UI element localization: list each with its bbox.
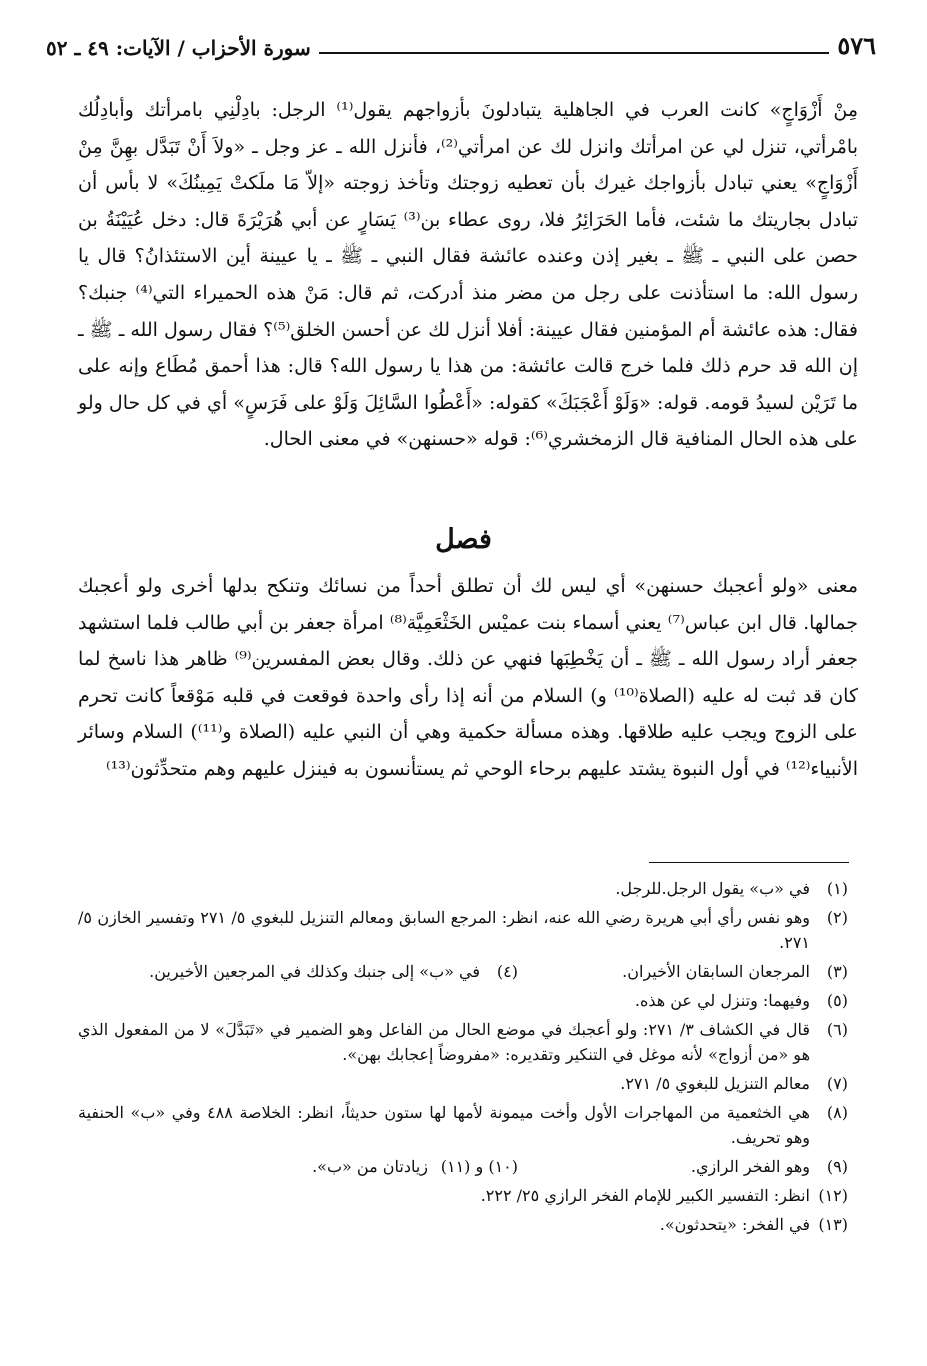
footnote [518,1154,848,1179]
footnote-number: (٦) [826,1020,848,1039]
body-paragraph: مِنْ أَزْوَاجٍ» كانت العرب في الجاهلية يتبادلونَ بأزواجهم يقول⁽¹⁾ الرجل: بادِلْنِي بامرأتك وأبادِلُك بامْرأتي، تنزل لي عن امرأتك وانزل لك عن امرأتي⁽²⁾، فأنزل الله ـ عز وجل ـ «ولاَ أَنْ تَبَدَّل بهِنَّ مِنْ أَزْوَاجٍ» يعني تبادل بأزواجك غيرك بأن تعطيه زوجتك وتأخذ زوجته «إلاّ مَا ملَكتْ يَمِينُكَ» لا بأس أن تبادل بجاريتك ما شئت، فأما الحَرَائِرُ فلا، روى عطاء بن⁽³⁾ يَسَارٍ عن أبي هُرَيْرَةَ قال: دخل عُيَيْنَةُ بن حصن على النبي ـ ﷺ ـ بغير إذن وعنده عائشة فقال النبي ـ ﷺ ـ يا عيينة أين الاستئذانُ؟ قال يا رسول الله: ما استأذنت على رجل من مضر منذ أدركت، ثم قال: مَنْ هذه الحميراء التي⁽⁴⁾ جنبك؟ فقال: هذه عائشة أم المؤمنين فقال عيينة: أفلا أنزل لك عن أحسن الخلق⁽⁵⁾؟ فقال رسول الله ـ ﷺ ـ إن الله قد حرم ذلك فلما خرج قالت عائشة: من هذا يا رسول الله؟ قال: هذا أحمق مُطَاع وإنه على ما تَرَيْن لسيدُ قومه. قوله: «وَلَوْ أَعْجَبَكَ» كقوله: «أَعْطُوا السَّائِلَ وَلَوْ على فَرَسٍ» أي في كل حال ولو على هذه الحال المنافية قال الزمخشري⁽⁶⁾: قوله «حسنهن» في معنى الحال. [78,99,859,451]
page-number: ٥٧٦ [837,31,876,60]
footnote-pair [78,1154,848,1179]
footnote-number: (١٣) [818,1215,848,1234]
footnote [78,1071,848,1096]
footnote [78,1183,848,1208]
footnote-text: زيادتان من «ب». [312,1157,428,1176]
footnote-text: في الفخر: «يتحدثون». [659,1215,810,1234]
footnote [78,905,848,955]
footnote [78,988,848,1013]
footnote-text: وهو نفس رأي أبي هريرة رضي الله عنه، انظر: المرجع السابق ومعالم التنزيل للبغوي ٥/ ٢٧١ وتفسير الخازن ٥/ ٢٧١. [78,908,811,952]
footnote-number: (٤) [496,962,518,981]
footnote [518,959,848,984]
footnote-text: قال في الكشاف ٣/ ٢٧١: ولو أعجبك في موضع الحال من الفاعل وهو الضمير في «تَبَدَّلَ» لا من المفعول الذي هو «من أزواج» لأنه موغل في التنكير وتقديره: «مفروضاً إعجابك بهن». [78,1020,811,1064]
footnote [312,1154,518,1179]
footnote [78,1212,848,1237]
footnote-number: (٨) [826,1103,848,1122]
footnote-number: (٣) [826,962,848,981]
main-text-block [78,92,858,458]
footnote-number: (٩) [826,1157,848,1176]
footnote-text: في «ب» إلى جنبك وكذلك في المرجعين الأخيرين. [149,962,480,981]
page-header [46,30,876,60]
footnote-text: هي الخثعمية من المهاجرات الأول وأخت ميمونة لأمها لها ستون حديثاً، انظر: الخلاصة ٤٨٨ وفي «ب» الحنفية وهو تحريف. [78,1103,810,1147]
footnote [149,959,518,984]
footnote-number: (١٠) و (١١) [440,1157,518,1176]
footnote-text: انظر: التفسير الكبير للإمام الفخر الرازي ٢٥/ ٢٢٢. [480,1186,810,1205]
footnotes [78,876,848,1241]
footnote-text: وفيهما: وتنزل لي عن هذه. [634,991,810,1010]
footnote [78,1017,848,1067]
footnote-text: وهو الفخر الرازي. [690,1157,810,1176]
footnote-text: معالم التنزيل للبغوي ٥/ ٢٧١. [620,1074,810,1093]
running-title: سورة الأحزاب / الآيات: ٤٩ ـ ٥٢ [46,36,311,60]
footnote-number: (٥) [826,991,848,1010]
footnote-text: المرجعان السابقان الأخيران. [622,962,810,981]
body-paragraph: معنى «ولو أعجبك حسنهن» أي ليس لك أن تطلق أحداً من نسائك وتنكح بدلها أخرى ولو أعجبك جمالها. قال ابن عباس⁽⁷⁾ يعني أسماء بنت عميْس الخَثْعَمِيَّة⁽⁸⁾ امرأة جعفر بن أبي طالب فلما استشهد جعفر أراد رسول الله ـ ﷺ ـ أن يَخْطِبَها فنهي عن ذلك. وقال بعض المفسرين⁽⁹⁾ ظاهر هذا ناسخ لما كان قد ثبت له عليه (الصلاة⁽¹⁰⁾ و) السلام من أنه إذا رأى واحدة فوقعت في قلبه مَوْقعاً كانت تحرم على الزوج ويجب عليه طلاقها. وهذه مسألة حكمية وهي أن النبي عليه (الصلاة و⁽¹¹⁾) السلام وسائر الأنبياء⁽¹²⁾ في أول النبوة يشتد عليهم برحاء الوحي ثم يستأنسون به فينزل عليهم وهم متحدِّثون⁽¹³⁾ [78,575,858,780]
footnote-pair [78,959,848,984]
footnote [78,876,848,901]
section-text-block [78,568,858,788]
footnote [78,1100,848,1150]
footnote-separator [649,862,849,863]
footnote-text: في «ب» يقول الرجل.للرجل. [615,879,810,898]
footnote-number: (١) [826,879,848,898]
section-heading: فصل [435,524,492,555]
footnote-number: (٧) [826,1074,848,1093]
header-rule [319,52,830,54]
footnote-number: (١٢) [818,1186,848,1205]
footnote-number: (٢) [826,908,848,927]
